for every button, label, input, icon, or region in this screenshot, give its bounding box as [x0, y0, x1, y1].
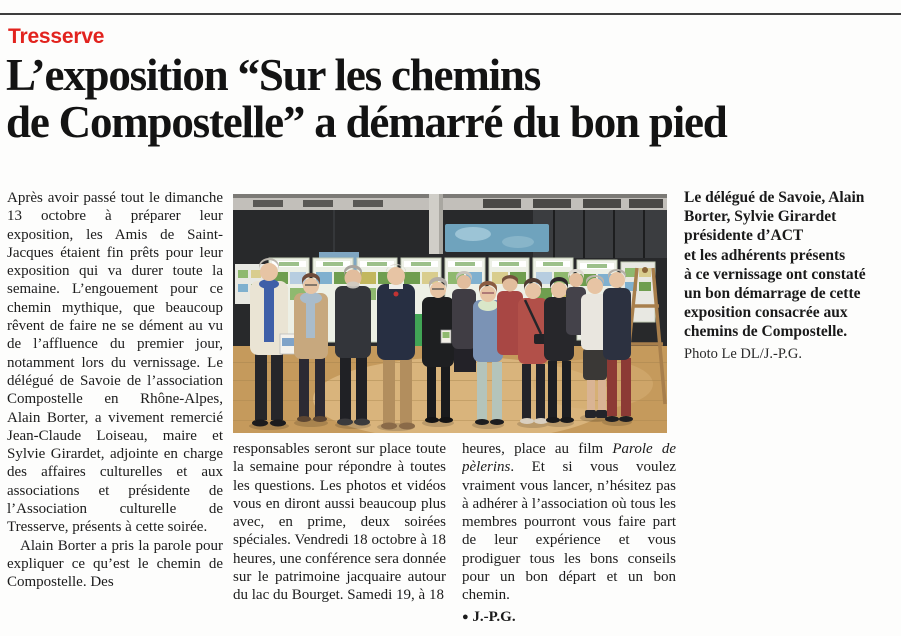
bullet-icon: ● — [462, 610, 469, 623]
photo-caption — [684, 188, 894, 364]
body-paragraph: Après avoir passé tout le dimanche 13 octobre à préparer leur exposition, les Amis de Saint-Jacques étaient fin prêts pour leur exposition qui va durer toute la semaine. L’engouement pour ce chemin mythique, que beaucoup rêvent de faire ne se dément au vu de l’affluence du premier jour, notamment lors du vernissage. Le délégué de Savoie de l’association Compostelle en Rhône-Alpes, Alain Borter, a vivement remercié Jean-Claude Loiseau, maire et Sylvie Girardet, adjointe en charge des affaires culturelles et aux associations et présidente de l’Association culturelle de Tresserve, présents à cette soirée. — [7, 190, 223, 536]
caption-line: un bon démarrage de cette — [684, 285, 861, 303]
article-column-2 — [233, 440, 446, 636]
caption-line: chemins de Compostelle. — [684, 323, 848, 341]
body-text: heures, place au film — [462, 441, 613, 457]
headline-line2: de Compostelle” a démarré du bon pied — [6, 97, 727, 147]
article-photo — [233, 194, 667, 433]
caption-line: et les adhérents présents — [684, 246, 846, 264]
caption-line: exposition consacrée aux — [684, 304, 848, 322]
top-rule — [0, 13, 901, 15]
headline-line1: L’exposition “Sur les chemins — [6, 50, 541, 100]
photo-credit: Photo Le DL/J.-P.G. — [684, 345, 803, 362]
body-paragraph: responsables seront sur place toute la semaine pour répondre à toutes les questions. Les photos et vidéos vous en diront aussi beaucoup plus avec, en prime, deux soirées spéciales. Vendredi 18 octobre à 18 heures, une conférence sera donnée sur le patrimoine jacquaire autour du lac du Bourget. Samedi 19, à 18 — [233, 441, 446, 604]
caption-line: à ce vernissage ont constaté — [684, 265, 866, 283]
author-initials: J.-P.G. — [472, 608, 516, 625]
caption-line: Le délégué de Savoie, Alain — [684, 189, 865, 206]
article-column-1 — [7, 189, 223, 636]
article-column-3 — [462, 440, 676, 636]
body-paragraph — [462, 440, 676, 605]
photo-illustration — [233, 194, 667, 433]
author-signature — [462, 608, 676, 626]
body-paragraph: Alain Borter a pris la parole pour expliquer ce qu’est le chemin de Compostelle. Des — [7, 537, 223, 591]
kicker: Tresserve — [8, 25, 105, 48]
film-title: Parole de pèlerins — [462, 441, 676, 476]
headline — [6, 52, 896, 146]
caption-line: Borter, Sylvie Girardet — [684, 208, 837, 226]
body-text: . Et si vous voulez vraiment vous lancer, n’hésitez pas à adhérer à l’association où tous les membres pourront vous faire part de leur expérience et vous prodiguer tous les bons conseils pour un bon départ et un bon chemin. — [462, 459, 676, 604]
caption-line: présidente d’ACT — [684, 227, 804, 245]
